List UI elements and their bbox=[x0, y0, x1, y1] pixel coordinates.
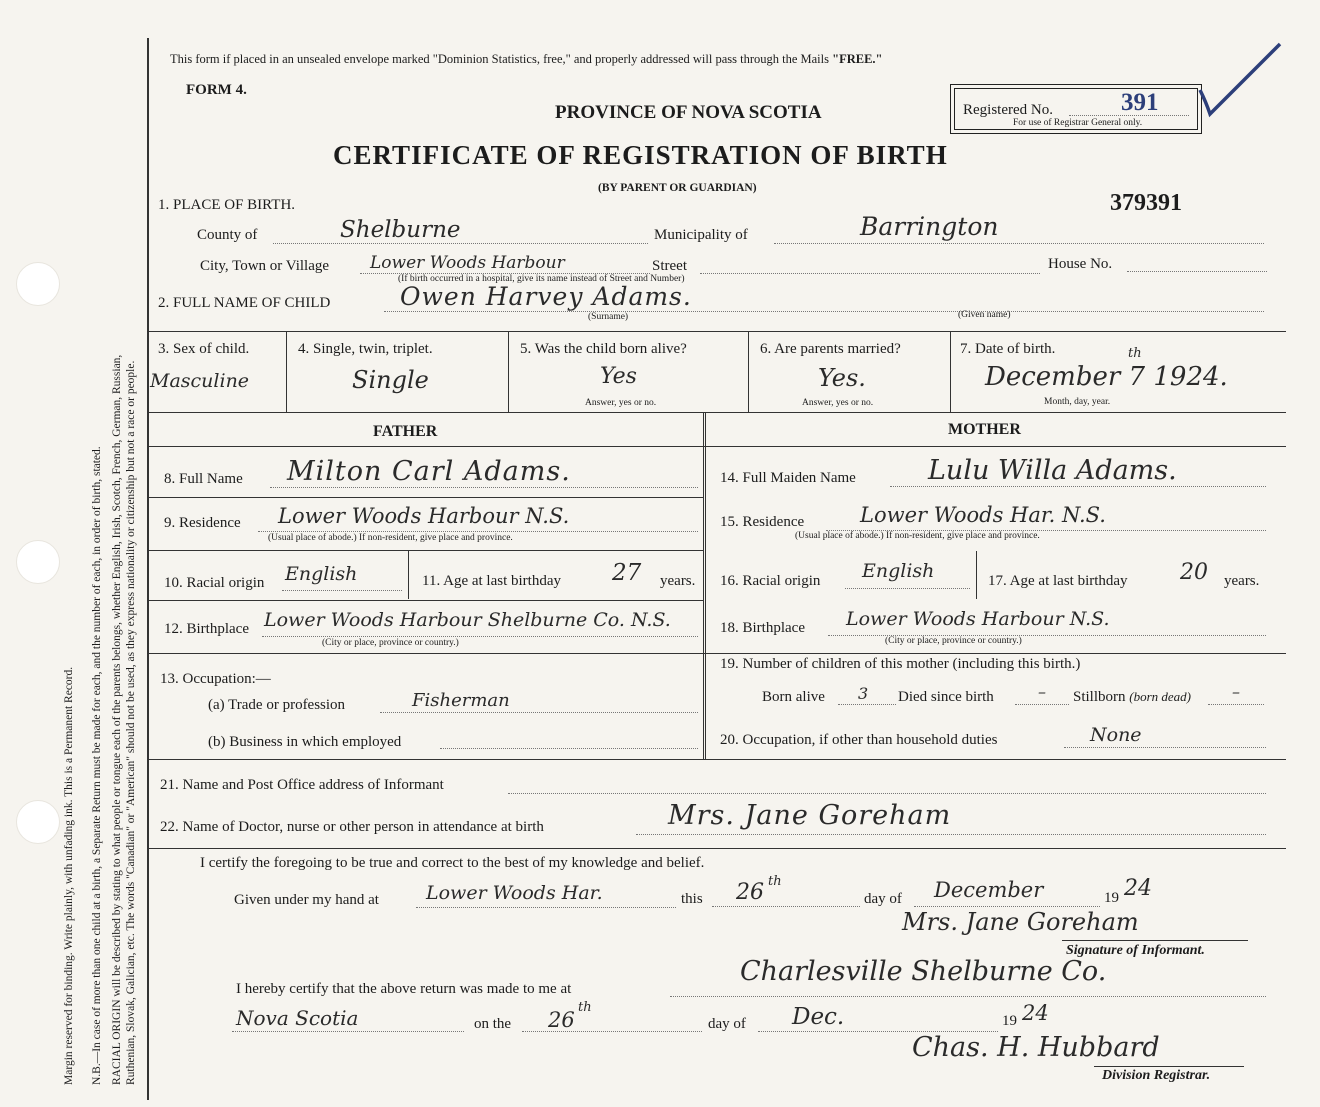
registrar-year-prefix: 19 bbox=[1002, 1013, 1017, 1029]
registrar-province-value: Nova Scotia bbox=[236, 1006, 359, 1030]
alive-label: 5. Was the child born alive? bbox=[520, 341, 687, 357]
mother-occ-label: 20. Occupation, if other than household duties bbox=[720, 732, 998, 748]
rule-3 bbox=[148, 759, 1286, 760]
informant-label: 21. Name and Post Office address of Informant bbox=[160, 777, 444, 793]
given-year-value: 24 bbox=[1124, 876, 1152, 901]
registered-label: Registered No. bbox=[963, 102, 1053, 118]
certificate-title: CERTIFICATE OF REGISTRATION OF BIRTH bbox=[333, 140, 948, 170]
mother-occ-value: None bbox=[1090, 724, 1142, 746]
father-race-label: 10. Racial origin bbox=[164, 575, 265, 591]
stillborn-text: Stillborn bbox=[1073, 689, 1126, 705]
father-occ-label: 13. Occupation:— bbox=[160, 671, 271, 687]
father-name-label: 8. Full Name bbox=[164, 471, 243, 487]
father-name-value: Milton Carl Adams. bbox=[287, 456, 571, 487]
binding-hole-middle bbox=[16, 540, 60, 584]
street-label: Street bbox=[652, 258, 687, 274]
registrar-note: For use of Registrar General only. bbox=[1013, 118, 1143, 128]
left-border bbox=[147, 38, 149, 1100]
county-value: Shelburne bbox=[340, 217, 461, 243]
father-res-value: Lower Woods Harbour N.S. bbox=[278, 504, 570, 528]
mail-note-text: This form if placed in an unsealed envelope marked "Dominion Statistics, free," and properly addressed will pass through the Mails bbox=[170, 52, 829, 66]
mother-age-value: 20 bbox=[1180, 560, 1208, 585]
mother-name-value: Lulu Willa Adams. bbox=[928, 455, 1177, 486]
stillborn-value: – bbox=[1232, 682, 1240, 701]
binding-hole-bottom bbox=[16, 800, 60, 844]
father-bp-value: Lower Woods Harbour Shelburne Co. N.S. bbox=[264, 609, 671, 631]
registered-box bbox=[950, 84, 1202, 134]
binding-hole-top bbox=[16, 262, 60, 306]
children-label: 19. Number of children of this mother (including this birth.) bbox=[720, 656, 1081, 672]
father-age-unit: years. bbox=[660, 573, 696, 589]
alive-value: Yes bbox=[600, 364, 637, 389]
given-day-sup: th bbox=[768, 874, 782, 889]
single-label: 4. Single, twin, triplet. bbox=[298, 341, 433, 357]
father-bp-note: (City or place, province or country.) bbox=[322, 638, 459, 648]
certificate-number: 379391 bbox=[1110, 190, 1182, 216]
father-age-value: 27 bbox=[612, 560, 642, 586]
married-note: Answer, yes or no. bbox=[802, 398, 874, 408]
form-number: FORM 4. bbox=[186, 82, 247, 98]
registrar-on-the: on the bbox=[474, 1016, 512, 1032]
margin-note-1: Margin reserved for binding. Write plainly, with unfading ink. This is a Permanent Record. bbox=[63, 666, 75, 1085]
registrar-year-value: 24 bbox=[1022, 1001, 1049, 1025]
rule-1 bbox=[148, 331, 1286, 332]
margin-notes bbox=[60, 45, 150, 1085]
doctor-value: Mrs. Jane Goreham bbox=[668, 800, 952, 831]
father-res-label: 9. Residence bbox=[164, 515, 241, 531]
sex-label: 3. Sex of child. bbox=[158, 341, 250, 357]
surname-note: (Surname) bbox=[588, 312, 629, 322]
registrar-place-value: Charlesville Shelburne Co. bbox=[740, 956, 1107, 987]
province-title: PROVINCE OF NOVA SCOTIA bbox=[555, 102, 822, 123]
mother-res-value: Lower Woods Har. N.S. bbox=[860, 503, 1106, 527]
margin-note-4: Ruthenian, Slovak, Galician, etc. The words "Canadian" or "American" should not be used, as they express nationality or citizenship but not a race or people. bbox=[125, 360, 137, 1085]
registrar-caption: Division Registrar. bbox=[1102, 1068, 1211, 1083]
dob-value bbox=[985, 362, 1228, 392]
born-alive-label: Born alive bbox=[762, 689, 825, 705]
informant-signature: Mrs. Jane Goreham bbox=[902, 908, 1139, 936]
father-res-note: (Usual place of abode.) If non-resident, give place and province. bbox=[268, 533, 513, 543]
given-place-value: Lower Woods Har. bbox=[426, 882, 603, 904]
certificate-subtitle: (BY PARENT OR GUARDIAN) bbox=[598, 182, 757, 194]
died-value: – bbox=[1038, 682, 1046, 701]
married-label: 6. Are parents married? bbox=[760, 341, 901, 357]
mother-heading: MOTHER bbox=[948, 421, 1021, 438]
registrar-statement: I hereby certify that the above return was made to me at bbox=[236, 981, 572, 997]
city-label: City, Town or Village bbox=[200, 258, 330, 274]
stillborn-label bbox=[1073, 689, 1191, 706]
father-race-value: English bbox=[285, 563, 358, 585]
given-day-value: 26 bbox=[736, 880, 764, 905]
mother-age-unit: years. bbox=[1224, 573, 1260, 589]
municipality-value: Barrington bbox=[860, 212, 999, 241]
mother-bp-note: (City or place, province or country.) bbox=[885, 636, 1022, 646]
dob-note: Month, day, year. bbox=[1044, 397, 1111, 407]
sex-value: Masculine bbox=[150, 370, 250, 392]
center-divider bbox=[703, 413, 706, 759]
father-heading: FATHER bbox=[373, 423, 438, 440]
trade-value: Fisherman bbox=[412, 690, 510, 711]
trade-label: (a) Trade or profession bbox=[208, 697, 346, 713]
municipality-label: Municipality of bbox=[654, 227, 748, 243]
registrar-dayof-label: day of bbox=[708, 1016, 746, 1032]
given-month-value: December bbox=[934, 878, 1044, 902]
stillborn-note: (born dead) bbox=[1129, 689, 1192, 704]
father-bp-label: 12. Birthplace bbox=[164, 621, 249, 637]
dob-label: 7. Date of birth. bbox=[960, 341, 1056, 357]
died-label: Died since birth bbox=[898, 689, 994, 705]
dob-value-text: December 7 1924. bbox=[985, 362, 1228, 392]
child-name-value: Owen Harvey Adams. bbox=[400, 282, 692, 311]
mother-name-label: 14. Full Maiden Name bbox=[720, 470, 856, 486]
given-dayof-label: day of bbox=[864, 891, 902, 907]
business-label: (b) Business in which employed bbox=[208, 734, 402, 750]
certify-statement: I certify the foregoing to be true and correct to the best of my knowledge and belief. bbox=[200, 855, 705, 871]
margin-note-2: N.B.—In case of more than one child at a birth, a Separate Return must be made for each, and the number of each, in order of birth, stated. bbox=[91, 446, 103, 1085]
doctor-label: 22. Name of Doctor, nurse or other person in attendance at birth bbox=[160, 819, 544, 835]
city-value: Lower Woods Harbour bbox=[370, 253, 565, 273]
mother-bp-label: 18. Birthplace bbox=[720, 620, 805, 636]
rule-2 bbox=[148, 412, 1286, 413]
alive-note: Answer, yes or no. bbox=[585, 398, 657, 408]
married-value: Yes. bbox=[818, 364, 866, 392]
place-label: 1. PLACE OF BIRTH. bbox=[158, 197, 296, 213]
mother-race-value: English bbox=[862, 560, 935, 582]
given-this-label: this bbox=[681, 891, 703, 907]
mother-race-label: 16. Racial origin bbox=[720, 573, 821, 589]
child-name-label: 2. FULL NAME OF CHILD bbox=[158, 295, 331, 311]
house-label: House No. bbox=[1048, 256, 1113, 272]
dob-sup: th bbox=[1128, 346, 1142, 361]
given-year-prefix: 19 bbox=[1104, 890, 1119, 906]
registrar-day-value: 26 bbox=[548, 1008, 575, 1032]
rule-4 bbox=[148, 848, 1286, 849]
registered-number: 391 bbox=[1121, 89, 1159, 116]
margin-note-3: RACIAL ORIGIN will be described by stating to what people or tongue each of the parents belongs, whether English, Irish, Scotch, French, German, Russian, bbox=[111, 354, 123, 1085]
registrar-signature: Chas. H. Hubbard bbox=[912, 1032, 1160, 1063]
registrar-month-value: Dec. bbox=[792, 1004, 845, 1030]
informant-signature-caption: Signature of Informant. bbox=[1066, 943, 1205, 958]
check-mark-icon bbox=[1196, 40, 1286, 120]
given-note: (Given name) bbox=[958, 310, 1011, 320]
mother-res-label: 15. Residence bbox=[720, 514, 805, 530]
county-label: County of bbox=[197, 227, 258, 243]
father-age-label: 11. Age at last birthday bbox=[422, 573, 561, 589]
given-label: Given under my hand at bbox=[234, 892, 379, 908]
hospital-note: (If birth occurred in a hospital, give its name instead of Street and Number) bbox=[398, 274, 685, 284]
mail-note-free: "FREE." bbox=[832, 52, 883, 66]
registrar-day-sup: th bbox=[578, 1000, 592, 1015]
mother-res-note: (Usual place of abode.) If non-resident, give place and province. bbox=[795, 531, 1040, 541]
single-value: Single bbox=[352, 366, 429, 394]
mother-bp-value: Lower Woods Harbour N.S. bbox=[846, 608, 1110, 630]
mail-note bbox=[170, 52, 882, 67]
born-alive-value: 3 bbox=[858, 684, 869, 703]
mother-age-label: 17. Age at last birthday bbox=[988, 573, 1128, 589]
